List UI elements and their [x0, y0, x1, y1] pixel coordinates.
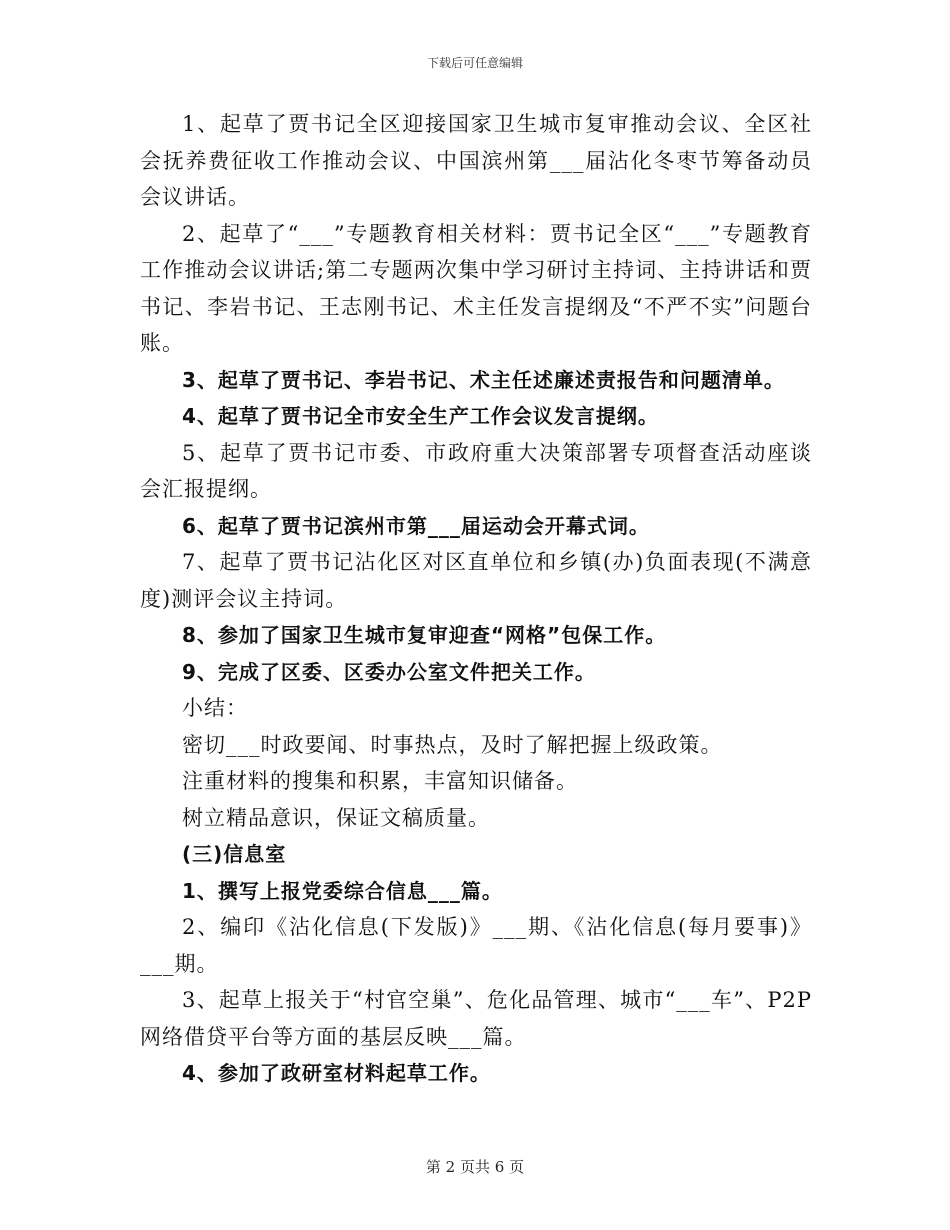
section-heading: (三)信息室 — [182, 842, 287, 866]
paragraph: 6、起草了贾书记滨州市第___届运动会开幕式词。 — [182, 513, 650, 538]
paragraph: 8、参加了国家卫生城市复审迎查“网格”包保工作。 — [182, 623, 667, 647]
summary-item: 注重材料的搜集和积累，丰富知识储备。 — [182, 769, 578, 793]
paragraph: 4、参加了政研室材料起草工作。 — [182, 1061, 491, 1085]
paragraph: 9、完成了区委、区委办公室文件把关工作。 — [182, 659, 596, 684]
page-header: 下载后可任意编辑 — [426, 56, 523, 70]
paragraph: 3、起草了贾书记、李岩书记、术主任述廉述责报告和问题清单。 — [182, 367, 785, 392]
summary-heading: 小结： — [182, 696, 248, 720]
paragraph: 2、起草了“___”专题教育相关材料：贾书记全区“___”专题教育工作推动会议讲话;第二专题两次集中学习研讨主持词、主持讲话和贾书记、李岩书记、王志刚书记、术主任发言提纲及“不严不实”问题台账。 — [140, 221, 812, 355]
paragraph: 5、起草了贾书记市委、市政府重大决策部署专项督查活动座谈会汇报提纲。 — [140, 440, 812, 501]
summary-item: 密切___时政要闻、时事热点，及时了解把握上级政策。 — [182, 732, 723, 757]
summary-item: 树立精品意识，保证文稿质量。 — [182, 805, 490, 830]
paragraph: 2、编印《沾化信息(下发版)》___期、《沾化信息(每月要事)》___期。 — [140, 915, 812, 976]
paragraph: 4、起草了贾书记全市安全生产工作会议发言提纲。 — [182, 404, 659, 428]
paragraph: 7、起草了贾书记沾化区对区直单位和乡镇(办)负面表现(不满意度)测评会议主持词。 — [140, 550, 812, 611]
paragraph: 3、起草上报关于“村官空巢”、危化品管理、城市“___车”、P2P网络借贷平台等方面的基层反映___篇。 — [140, 988, 812, 1049]
page-footer: 第 2 页共 6 页 — [425, 1158, 525, 1176]
paragraph: 1、撰写上报党委综合信息___篇。 — [182, 878, 503, 903]
document-body — [140, 106, 812, 1092]
paragraph: 1、起草了贾书记全区迎接国家卫生城市复审推动会议、全区社会抚养费征收工作推动会议、中国滨州第___届沾化冬枣节筹备动员会议讲话。 — [140, 112, 812, 209]
